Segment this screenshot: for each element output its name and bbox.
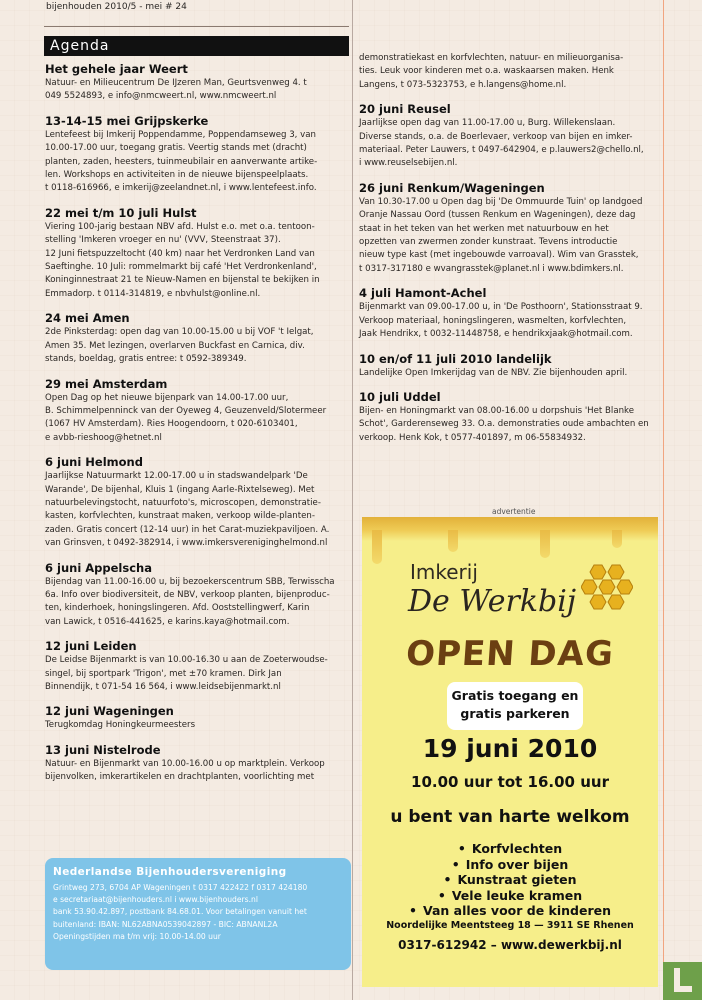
agenda-event xyxy=(359,101,661,171)
nbv-web-line: e secretariaat@bijenhouders.nl i www.bijenhouders.nl xyxy=(53,895,258,905)
honey-drip xyxy=(372,530,382,564)
event-line: kasten, korfvlechten, kunstraat maken, verkoop wilde-planten- xyxy=(45,511,315,522)
agenda-event xyxy=(45,703,345,732)
event-line: Oranje Nassau Oord (tussen Renkum en Wageningen), deze dag xyxy=(359,210,636,221)
event-line: Van 10.30-17.00 u Open dag bij 'De Ommuurde Tuin' op landgoed xyxy=(359,196,643,207)
event-title: 20 juni Reusel xyxy=(359,102,451,117)
event-line: stands, boeldag, gratis entree: t 0592-389349. xyxy=(45,354,247,365)
event-line: bijenvolken, imkerartikelen en drachtplanten, voorlichting met xyxy=(45,772,315,783)
event-line: Amen 35. Met lezingen, overlarven Buckfast en Carnica, div. xyxy=(45,340,305,351)
event-line: natuurbelevingstocht, natuurfoto's, microscopen, demonstratie- xyxy=(45,497,321,508)
agenda-event xyxy=(45,742,345,785)
event-description xyxy=(359,117,661,171)
event-description xyxy=(45,470,345,550)
event-line: staat in het teken van het werken met natuurbouw en het xyxy=(359,223,609,234)
event-description xyxy=(359,367,661,380)
column-divider xyxy=(352,0,353,1000)
ad-activity-item: • Korfvlechten xyxy=(457,841,563,856)
event-line: singel, bij sportpark 'Trigon', met ±70 kramen. Dirk Jan xyxy=(45,668,282,679)
ad-headline: OPEN DAG xyxy=(404,634,616,674)
event-line: Bijen- en Honingmarkt van 08.00-16.00 u dorpshuis 'Het Blanke xyxy=(359,405,634,416)
agenda-event xyxy=(45,560,345,630)
event-description xyxy=(359,405,661,445)
ad-free-parking-line: gratis parkeren xyxy=(460,706,570,721)
event-title: 10 juli Uddel xyxy=(359,389,441,404)
event-line: demonstratiekast en korfvlechten, natuur- en milieuorganisa- xyxy=(359,53,624,63)
event-line: Emmadorp. t 0114-314819, e nbvhulst@online.nl. xyxy=(45,288,261,299)
event-line: zaden. Gratis concert (12-14 uur) in het Carat-muziekpaviljoen. A. xyxy=(45,524,330,535)
section-title: Agenda xyxy=(44,36,349,56)
event-line: Koninginnestraat 21 te Nieuw-Namen en bijenstal te bekijken in xyxy=(45,275,320,286)
event-title: Het gehele jaar Weert xyxy=(45,62,188,76)
agenda-event xyxy=(45,205,345,301)
event-line: Warande', De bijenhal, Kluis 1 (ingang Aarle-Rixtelseweg). Met xyxy=(45,484,315,495)
event-line: 2de Pinksterdag: open dag van 10.00-15.00 u bij VOF 't Ielgat, xyxy=(45,327,314,338)
nbv-title: Nederlandse Bijenhoudersvereniging xyxy=(53,866,287,878)
event-line: (1067 HV Amsterdam). Ries Hoogendoorn, t 020-6103401, xyxy=(45,419,298,430)
event-line: Natuur- en Bijenmarkt van 10.00-16.00 u op marktplein. Verkoop xyxy=(45,758,325,769)
page-edge-line xyxy=(663,0,664,1000)
event-title: 26 juni Renkum/Wageningen xyxy=(359,180,545,195)
event-description xyxy=(45,576,345,630)
event-title: 24 mei Amen xyxy=(45,311,130,326)
ad-activity-list xyxy=(362,841,658,919)
ad-brand-small: Imkerij xyxy=(410,560,478,584)
event-description xyxy=(45,129,345,196)
agenda-event xyxy=(45,310,345,366)
agenda-event xyxy=(359,351,661,380)
ad-welcome: u bent van harte welkom xyxy=(390,807,630,827)
event-line: e avbb-rieshoog@hetnet.nl xyxy=(45,432,162,443)
event-line: Lentefeest bij Imkerij Poppendamme, Poppendamseweg 3, van xyxy=(45,129,316,140)
event-description xyxy=(45,392,345,446)
event-title: 13 juni Nistelrode xyxy=(45,742,161,757)
event-line: Jaak Hendrikx, t 0032-11448758, e hendrikxjaak@hotmail.com. xyxy=(359,329,633,340)
event-line: B. Schimmelpenninck van der Oyeweg 4, Geuzenveld/Slotermeer xyxy=(45,405,327,416)
event-description xyxy=(45,221,345,301)
agenda-event xyxy=(45,61,345,104)
issue-header: bijenhouden 2010/5 - mei # 24 xyxy=(46,2,187,12)
left-column xyxy=(45,61,345,794)
agenda-event xyxy=(45,638,345,694)
event-line: i www.reuselsebijen.nl. xyxy=(359,158,458,169)
ad-contact: 0317-612942 – www.dewerkbij.nl xyxy=(398,938,622,952)
event-line: Viering 100-jarig bestaan NBV afd. Hulst e.o. met o.a. tentoon- xyxy=(45,221,315,232)
agenda-event xyxy=(359,180,661,276)
event-line: 12 Juni fietspuzzeltocht (40 km) naar het Verdronken Land van xyxy=(45,248,315,259)
event-line: Binnendijk, t 071-54 16 564, i www.leidsebijenmarkt.nl xyxy=(45,682,281,692)
event-description xyxy=(45,719,345,732)
honey-drip xyxy=(448,530,458,552)
event-description xyxy=(45,758,345,785)
event-line: Landelijke Open Imkerijdag van de NBV. Zie bijenhouden april. xyxy=(359,367,628,378)
honeycomb-icon xyxy=(581,563,633,613)
event-line: Natuur- en Milieucentrum De IJzeren Man, Geurtsvenweg 4. t xyxy=(45,78,307,88)
event-line: De Leidse Bijenmarkt is van 10.00-16.30 u aan de Zoeterwoudse- xyxy=(45,655,328,666)
event-description xyxy=(45,77,345,104)
event-line: len. Workshops en activiteiten in de nieuwe bijenspeelplaats. xyxy=(45,170,309,181)
event-description xyxy=(45,326,345,366)
event-title: 4 juli Hamont-Achel xyxy=(359,286,487,301)
ad-date: 19 juni 2010 xyxy=(422,734,598,763)
event-description xyxy=(359,196,661,276)
event-description xyxy=(45,654,345,694)
event-line: Langens, t 073-5323753, e h.langens@home.nl. xyxy=(359,79,567,90)
ad-activity-item: • Info over bijen xyxy=(451,856,569,872)
event-line: 6a. Info over biodiversiteit, de NBV, verkoop planten, bijenproduc- xyxy=(45,589,330,600)
event-line: van Lawick, t 0516-441625, e karins.kaya@hotmail.com. xyxy=(45,616,290,627)
ad-activity-item: • Vele leuke kramen xyxy=(437,887,583,903)
nbv-iban-line: buitenland: IBAN: NL62ABNA0539042897 - BIC: ABNANL2A xyxy=(53,919,278,929)
nbv-contact-box xyxy=(45,858,351,970)
event-line: planten, zaden, heesters, tuinmeubilair en aanverwante artike- xyxy=(45,156,318,167)
event-line: Jaarlijkse open dag van 11.00-17.00 u, Burg. Willekenslaan. xyxy=(359,118,616,129)
event-title: 13-14-15 mei Grijpskerke xyxy=(45,113,209,128)
event-line: opzetten van zwermen zonder kunstraat. Tevens introductie xyxy=(359,237,618,248)
event-line: verkoop. Henk Kok, t 0577-401897, m 06-55834932. xyxy=(359,432,586,443)
continuation-text xyxy=(359,52,661,92)
event-line: Diverse stands, o.a. de Boerlevaer, verkoop van bijen en imker- xyxy=(359,131,633,142)
ad-activity-item: • Kunstraat gieten xyxy=(443,872,577,887)
right-column xyxy=(359,52,661,454)
event-line: nieuw type kast (met ingebouwde varroaval). Wim van Grasstek, xyxy=(359,250,639,261)
event-line: materiaal. Peter Lauwers, t 0497-642904, e p.lauwers2@chello.nl, xyxy=(359,145,644,156)
agenda-event xyxy=(359,389,661,445)
honey-drip xyxy=(540,530,550,558)
event-line: Jaarlijkse Natuurmarkt 12.00-17.00 u in stadswandelpark 'De xyxy=(45,471,308,482)
ad-time: 10.00 uur tot 16.00 uur xyxy=(411,773,609,791)
ad-brand-big: De Werkbij xyxy=(408,584,577,619)
event-line: ties. Leuk voor kinderen met o.a. waskaarsen maken. Henk xyxy=(359,66,614,77)
ad-address: Noordelijke Meentsteeg 18 — 3911 SE Rhenen xyxy=(386,920,634,931)
event-title: 12 juni Leiden xyxy=(45,639,137,654)
nbv-hours-line: Openingstijden ma t/m vrij: 10.00-14.00 uur xyxy=(53,931,221,941)
event-line: Saeftinghe. 10 Juli: rommelmarkt bij café 'Het Verdronkenland', xyxy=(45,262,317,273)
event-line: Open Dag op het nieuwe bijenpark van 14.00-17.00 uur, xyxy=(45,392,289,403)
event-line: t 0317-317180 e wvangrasstek@planet.nl i www.bdimkers.nl. xyxy=(359,263,624,274)
event-line: Bijendag van 11.00-16.00 u, bij bezoekerscentrum SBB, Terwisscha xyxy=(45,576,335,587)
corner-logo xyxy=(663,962,702,1000)
header-rule xyxy=(44,26,349,27)
event-line: Verkoop materiaal, honingslingeren, wasmelten, korfvlechten, xyxy=(359,315,627,326)
continuation-block xyxy=(359,52,661,92)
honey-drip xyxy=(612,530,622,548)
right-events xyxy=(359,101,661,445)
event-title: 12 juni Wageningen xyxy=(45,704,174,719)
advertisement-label: advertentie xyxy=(492,507,536,516)
event-title: 22 mei t/m 10 juli Hulst xyxy=(45,205,197,220)
agenda-event xyxy=(359,285,661,341)
event-title: 29 mei Amsterdam xyxy=(45,376,168,391)
event-title: 6 juni Helmond xyxy=(45,455,143,470)
event-line: 10.00-17.00 uur, toegang gratis. Veertig stands met (dracht) xyxy=(45,143,307,154)
event-line: 049 5524893, e info@nmcweert.nl, www.nmcweert.nl xyxy=(45,91,277,102)
nbv-bank-line: bank 53.90.42.897, postbank 84.68.01. Voor betalingen vanuit het xyxy=(53,907,307,917)
ad-activity-item: • Van alles voor de kinderen xyxy=(408,903,612,918)
agenda-event xyxy=(45,113,345,196)
event-line: Terugkomdag Honingkeurmeesters xyxy=(45,720,196,731)
ad-free-entry-box xyxy=(447,682,583,730)
event-line: Bijenmarkt van 09.00-17.00 u, in 'De Posthoorn', Stationsstraat 9. xyxy=(359,302,643,313)
event-description xyxy=(359,301,661,341)
event-line: Schot', Garderenseweg 33. O.a. demonstraties oude ambachten en xyxy=(359,419,649,430)
event-line: stelling 'Imkeren vroeger en nu' (VVV, Steenstraat 37). xyxy=(45,235,281,246)
nbv-address-line: Grintweg 273, 6704 AP Wageningen t 0317 422422 f 0317 424180 xyxy=(53,883,308,892)
agenda-event xyxy=(45,376,345,446)
event-line: ten, kinderhoek, honingslingeren. Afd. Ooststellingwerf, Karin xyxy=(45,603,310,614)
event-line: t 0118-616966, e imkerij@zeelandnet.nl, i www.lentefeest.info. xyxy=(45,183,317,194)
ad-free-entry-line: Gratis toegang en xyxy=(451,688,579,703)
event-line: van Grinsven, t 0492-382914, i www.imkersvereniginghelmond.nl xyxy=(45,538,328,549)
agenda-event xyxy=(45,454,345,550)
event-title: 10 en/of 11 juli 2010 landelijk xyxy=(359,351,552,366)
event-title: 6 juni Appelscha xyxy=(45,560,152,575)
